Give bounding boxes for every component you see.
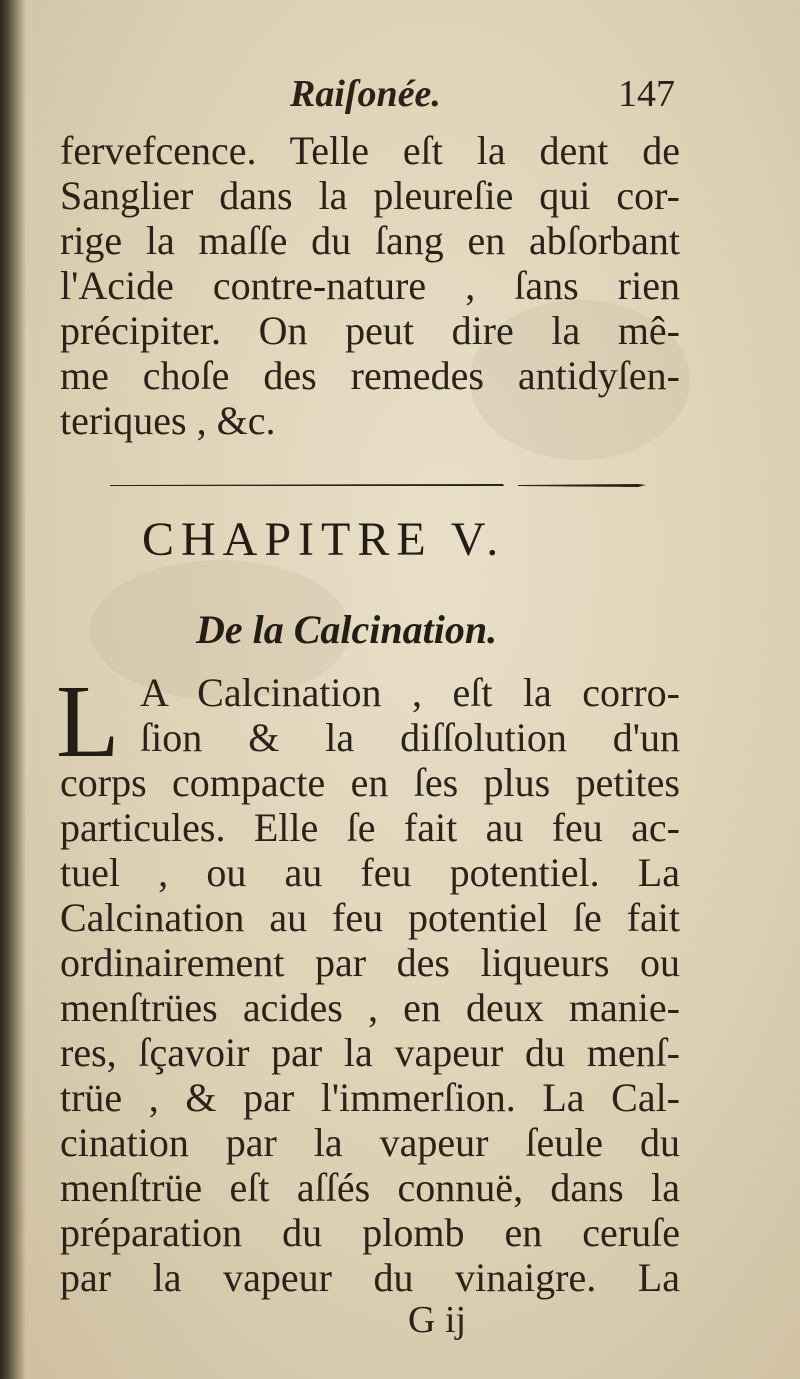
text-line: A Calcination , eſt la corro- xyxy=(140,670,680,715)
body-paragraph xyxy=(56,664,680,1300)
text-line: teriques , &c. xyxy=(60,398,276,443)
text-line: par la vapeur du vinaigre. La xyxy=(60,1255,680,1300)
binding-gutter xyxy=(0,0,26,1379)
text-line: trüe , & par l'immerſion. La Cal- xyxy=(60,1075,680,1120)
text-line: tuel , ou au feu potentiel. La xyxy=(60,850,680,895)
top-paragraph xyxy=(60,128,680,443)
text-line: fervefcence. Telle eſt la dent de xyxy=(60,128,680,173)
signature-mark: G ij xyxy=(408,1299,467,1341)
chapter-title: CHAPITRE V. xyxy=(142,513,506,566)
text-line: me choſe des remedes antidyſen- xyxy=(60,353,680,398)
text-line: Sanglier dans la pleureſie qui cor- xyxy=(60,173,680,218)
text-line: l'Acide contre-nature , ſans rien xyxy=(60,263,680,308)
drop-cap: L xyxy=(56,664,120,779)
text-line: précipiter. On peut dire la mê- xyxy=(60,308,680,353)
page-header xyxy=(0,70,800,126)
text-line: corps compacte en ſes plus petites xyxy=(60,760,680,805)
text-line: menſtrüe eſt aſſés connuë, dans la xyxy=(60,1165,680,1210)
page-number: 147 xyxy=(618,73,675,115)
ornamental-rule-graphic xyxy=(108,480,648,490)
text-line: rige la maſſe du ſang en abſorbant xyxy=(60,218,680,263)
text-line: res, ſçavoir par la vapeur du menſ- xyxy=(60,1030,680,1075)
running-head: Raiſonée. xyxy=(290,73,441,115)
text-line: préparation du plomb en ceruſe xyxy=(60,1210,680,1255)
text-line: cination par la vapeur ſeule du xyxy=(60,1120,680,1165)
chapter-subtitle: De la Calcination. xyxy=(196,607,498,652)
text-line: Calcination au feu potentiel ſe fait xyxy=(60,895,680,940)
text-line: particules. Elle ſe fait au feu ac- xyxy=(60,805,680,850)
ornamental-rule xyxy=(108,480,648,490)
text-line: ſion & la diſſolution d'un xyxy=(140,715,680,760)
text-line: ordinairement par des liqueurs ou xyxy=(60,940,680,985)
text-line: menſtrües acides , en deux manie- xyxy=(60,985,680,1030)
